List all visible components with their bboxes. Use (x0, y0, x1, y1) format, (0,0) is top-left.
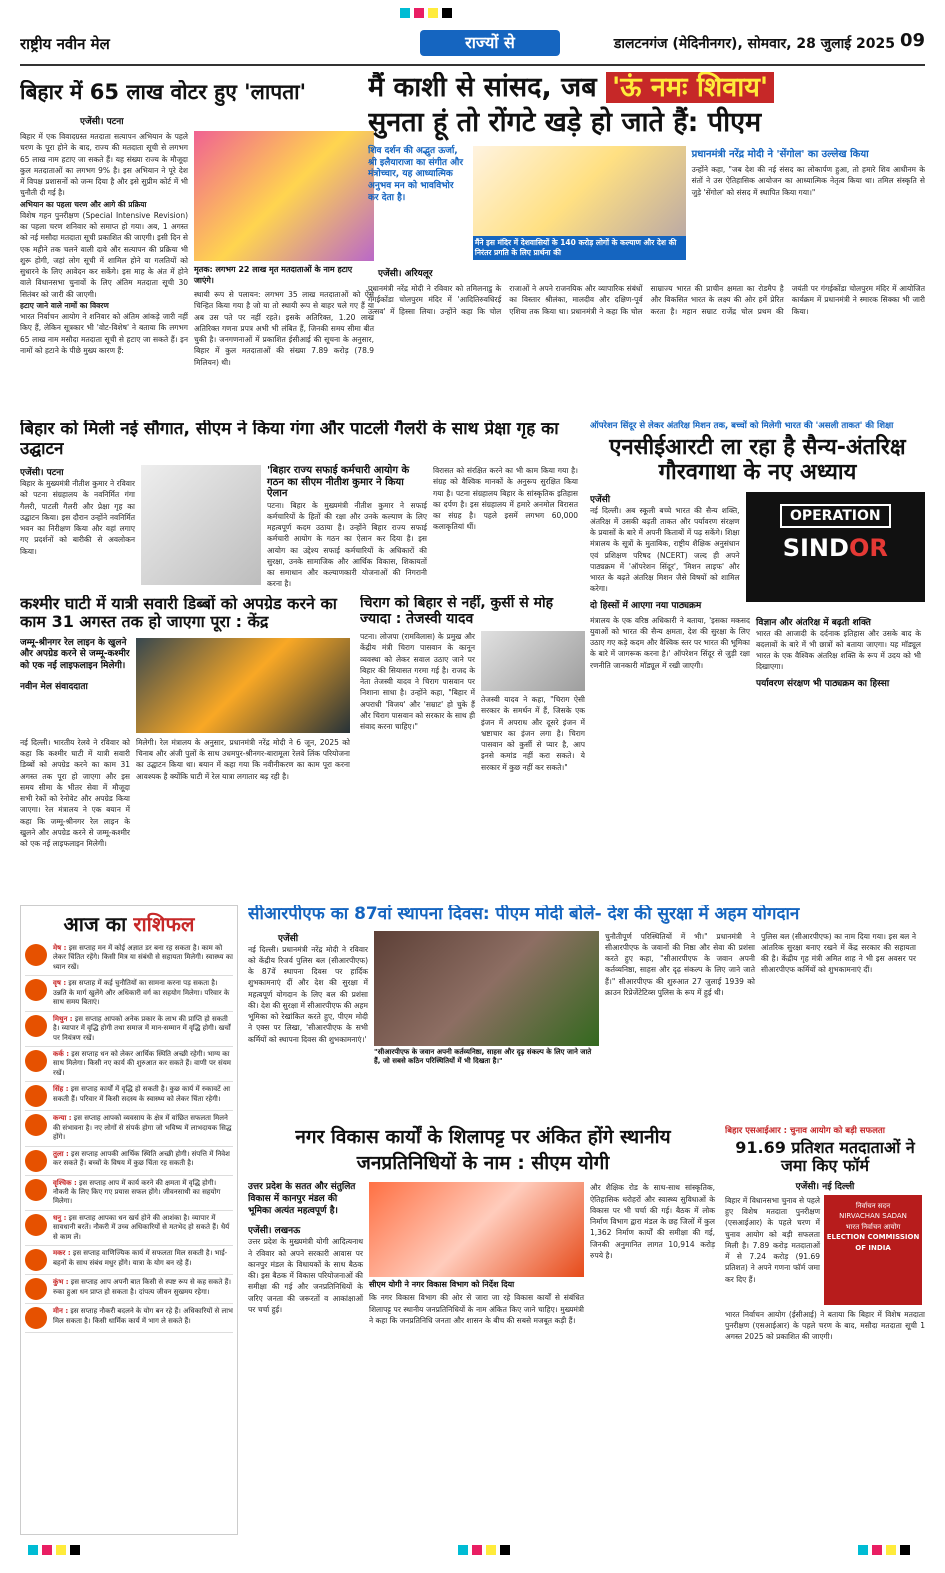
registration-marks-bottom (28, 1545, 928, 1559)
train-photo (136, 638, 350, 733)
story-body: बिहार में एक विवादग्रस्त मतदाता सत्यापन अभियान के पहले चरण के पूरा होने के बाद, राज्य की मतदाता सूची से लगभग 65 लाख नाम हटाए जा सकते हैं। यह संख्या राज्य के मौजूदा कुल मतदाताओं का लगभग 9% है। इस अभियान ने पूरे देश में विपक्ष प्रशासनों को जन्म दिया है और इसे सुप्रीम कोर्ट में भी चुनौती दी गई है। अभियान का पहला चरण और आगे की प्रक्रिया विशेष गहन पुनरीक्षण (Special Intensive Revision) का पहला चरण शनिवार को समाप्त हो गया। अब, 1 अगस्त को नई मसौदा मतदाता सूची प्रकाशित की जाएगी। इसी दिन से एक महीने तक चलने वाली दावे और सत्यापन की प्रक्रिया भी शुरू होगी, जहां लोग सूची में शामिल होने या गलतियों को सुधारने के लिए आवेदन कर सकेंगे। इस माह के अंत में होने वाले विधानसभा चुनावों के लिए अंतिम मतदाता सूची 30 सितंबर को जारी की जाएगी। हटाए जाने वाले नामों का विवरण भारत निर्वाचन आयोग ने शनिवार को अंतिम आंकड़े जारी नहीं किए हैं, लेकिन सूत्रकार भी 'वोट-विशेष' ने बताया कि लगभग 65 लाख नाम मसौदा मतदाता सूची से हटाए जा सकते हैं। इन नामों को हटाने के पीछे मुख्य कारण हैं: (20, 132, 188, 355)
byline: नवीन मेल संवाददाता (20, 681, 88, 692)
rashi-item: सिंह : इस सप्ताह कार्यों में वृद्धि हो सकती है। कुछ कार्य में रुकावटें आ सकती हैं। परिवार में किसी सदस्य के स्वास्थ्य को लेकर चिंता रहेगी। (25, 1082, 233, 1111)
pm-modi-photo (473, 146, 686, 236)
headline-line2: सुनता हूं तो रोंगटे खड़े हो जाते हैं: पीएम (368, 107, 762, 139)
zodiac-icon (25, 1179, 47, 1201)
story-body: प्रधानमंत्री नरेंद्र मोदी ने रविवार को तमिलनाडु के गंगईकोंडा चोलपुरम मंदिर में 'आदितिरुवधिरई उत्सव' में हिस्सा लिया। उन्होंने कहा कि चोल राजाओं ने अपने राजनयिक और व्यापारिक संबंधों का विस्तार श्रीलंका, मालदीव और दक्षिण-पूर्व एशिया तक किया था। प्रधानमंत्री ने कहा कि चोल साम्राज्य भारत की प्राचीन क्षमता का रोडमैप है और विकसित भारत के लक्ष्य की ओर हमें प्रेरित करता है। महान सम्राट राजेंद्र चोल प्रथम की जयंती पर गंगईकोंडा चोलपुरम मंदिर में आयोजित कार्यक्रम में प्रधानमंत्री ने स्मारक सिक्का भी जारी किया। (368, 284, 925, 316)
byline: एजेंसी। अरियलूर (378, 269, 433, 280)
story-yogi: नगर विकास कार्यों के शिलापट्ट पर अंकित होंगे स्थानीय जनप्रतिनिधियों के नाम : सीएम योगी उत्तर प्रदेश के सतत और संतुलित विकास में कानपुर मंडल की भूमिका अत्यंत महत्वपूर्ण है। एजेंसी। लखनऊ उत्तर प्रदेश के मुख्यमंत्री योगी आदित्यनाथ ने रविवार को अपने सरकारी आवास पर कानपुर मंडल के विधायकों के साथ बैठक की। इस बैठक में विकास परियोजनाओं की समीक्षा की गई और जनप्रतिनिधियों के जरिए जनता की जरूरतों व आकांक्षाओं पर चर्चा हुई। सीएम योगी ने नगर विकास विभाग को निर्देश दिया कि नगर विकास विभाग की ओर से जारा जा रहे विकास कार्यों से संबंधित शिलापट्ट पर स्थानीय जनप्रतिनिधियों के नाम अंकित किए जाने चाहिए। मुख्यमंत्री ने कहा कि जनप्रतिनिधि जनता और शासन के बीच की सबसे मजबूत कड़ी हैं। और शैक्षिक रोड के साथ-साथ सांस्कृतिक, ऐतिहासिक धरोहरों और स्वास्थ्य सुविधाओं के विकास पर भी चर्चा की गई। बैठक में लोक निर्माण विभाग द्वारा मंडल के छह जिलों में कुल 1,362 निर्माण कार्यों की समीक्षा की गई, जिनकी अनुमानित लागत 10,914 करोड़ रुपये है। (248, 1125, 718, 1535)
election-commission-sign: निर्वाचन सदन NIRVACHAN SADAN भारत निर्वाचन आयोग ELECTION COMMISSION OF INDIA (824, 1195, 922, 1305)
rashifal-list (25, 941, 233, 1333)
registration-marks-top (400, 8, 550, 20)
story-body: बिहार के मुख्यमंत्री नीतीश कुमार ने रविवार को पटना संग्रहालय के नवनिर्मित गंगा गैलरी, पाटली गैलरी और प्रेक्षा गृह का उद्घाटन किया। इस दौरान उन्होंने नवनिर्मित भवन का निरीक्षण किया और वहां लगाए गए प्रदर्शनों को बारीकी से अवलोकन किया। (20, 479, 135, 556)
rashi-item: धनु : इस सप्ताह आपका धन खर्च होने की आशंका है। व्यापार में सावधानी बरतें। नौकरी में उच्च अधिकारियों से मतभेद हो सकते हैं। धैर्य से काम लें। (25, 1211, 233, 1246)
zodiac-icon (25, 1150, 47, 1172)
page-number: 09 (899, 30, 925, 51)
rashifal-box (20, 905, 238, 1535)
pull-quote: उत्तर प्रदेश के सतत और संतुलित विकास में कानपुर मंडल की भूमिका अत्यंत महत्वपूर्ण है। (248, 1182, 356, 1216)
pull-quote: जम्मू-श्रीनगर रेल लाइन के खुलने और अपग्रेड करने से जम्मू-कश्मीर को एक नई लाइफलाइन मिलेगी। (20, 637, 130, 672)
sidebar-body: उन्होंने कहा, "जब देश की नई संसद का लोकार्पण हुआ, तो हमारे शिव आधीनम के संतों ने उस ऐतिहासिक आयोजन का आध्यात्मिक नेतृत्व किया था। तमिल संस्कृति से जुड़े 'सेंगोल' को संसद में स्थापित किया गया।" (691, 165, 925, 197)
zodiac-icon (25, 1050, 47, 1072)
rashi-item: तुला : इस सप्ताह आपकी आर्थिक स्थिति अच्छी होगी। संपत्ति में निवेश कर सकते हैं। बच्चों के विषय में कुछ चिंता रह सकती है। (25, 1147, 233, 1176)
rashi-item: कन्या : इस सप्ताह आपको व्यवसाय के क्षेत्र में वांछित सफलता मिलने की संभावना है। नए लोगों से संपर्क होगा जो भविष्य में लाभदायक सिद्ध होंगे। (25, 1111, 233, 1146)
story-chirag-tejashwi: चिराग को बिहार से नहीं, कुर्सी से मोह ज्यादा : तेजस्वी यादव पटना। लोजपा (रामविलास) के प्रमुख और केंद्रीय मंत्री चिराग पासवान के कानून व्यवस्था को लेकर सवाल उठाए जाने पर बिहार की सियासत गरमा गई है। राजद के नेता तेजस्वी यादव ने चिराग पासवान पर निशाना साधा है। उन्होंने कहा, "बिहार में अपराधी 'विजय' और 'सम्राट' हो चुके हैं और चिराग पासवान को सरकार के साथ ही संवाद करना चाहिए।" तेजस्वी यादव ने कहा, "चिराग ऐसी सरकार के समर्थन में हैं, जिसके एक इंजन में अपराध और दूसरे इंजन में भ्रष्टाचार का इंजन लगा है। चिराग पासवान को कुर्सी से प्यार है, आप इनसे कमांड नहीं करा सकते। ये सरकार में कुछ नहीं कर सकते।" (360, 595, 585, 772)
story-bihar-sir: बिहार एसआईआर : चुनाव आयोग को बड़ी सफलता 91.69 प्रतिशत मतदाताओं ने जमा किए फॉर्म एजेंसी। नई दिल्ली बिहार में विधानसभा चुनाव से पहले हुए विशेष मतदाता पुनरीक्षण (एसआईआर) के पहले चरण में चुनाव आयोग को बड़ी सफलता मिली है। 7.89 करोड़ मतदाताओं में से 7.24 करोड़ (91.69 प्रतिशत) ने अपने गणना फॉर्म जमा कर दिए हैं। निर्वाचन सदन NIRVACHAN SADAN भारत निर्वाचन आयोग ELECTION COMMISSION OF INDIA भारत निर्वाचन आयोग (ईसीआई) ने बताया कि बिहार में विशेष मतदाता पुनरीक्षण (एसआईआर) के पहले चरण के बाद, मसौदा मतदाता सूची 1 अगस्त 2025 को प्रकाशित की जाएगी। (725, 1126, 925, 1342)
kicker: बिहार एसआईआर : चुनाव आयोग को बड़ी सफलता (725, 1126, 885, 1136)
rashi-item: मिथुन : इस सप्ताह आपको अनेक प्रकार के लाभ की प्राप्ति हो सकती है। व्यापार में वृद्धि होगी तथा समाज में मान-सम्मान में वृद्धि होगी। खर्चों पर नियंत्रण रखें। (25, 1012, 233, 1047)
story-crpf: सीआरपीएफ का 87वां स्थापना दिवस: पीएम मोदी बोले- देश की सुरक्षा में अहम योगदान एजेंसी नई दिल्ली। प्रधानमंत्री नरेंद्र मोदी ने रविवार को केंद्रीय रिजर्व पुलिस बल (सीआरपीएफ) के 87वें स्थापना दिवस पर हार्दिक शुभकामनाएं दीं और देश की सुरक्षा में महत्वपूर्ण योगदान के लिए बल की प्रशंसा की। देश की सुरक्षा में सीआरपीएफ की अहम भूमिका को रेखांकित करते हुए, पीएम मोदी ने एक्स पर लिखा, 'सीआरपीएफ के सभी कर्मियों को स्थापना दिवस की शुभकामनाएं।' "सीआरपीएफ के जवान अपनी कर्तव्यनिष्ठा, साहस और दृढ़ संकल्प के लिए जाने जाते हैं, जो सबसे कठिन परिस्थितियों में भी दिखता है।" चुनौतीपूर्ण परिस्थितियों में भी।" प्रधानमंत्री ने सीआरपीएफ के जवानों की निष्ठा और सेवा की प्रशंसा करते हुए कहा, "सीआरपीएफ के जवान अपनी कर्तव्यनिष्ठा, साहस और दृढ़ संकल्प के लिए जाने जाते हैं।" सीआरपीएफ की शुरुआत 27 जुलाई 1939 को क्राउन रिप्रेजेंटेटिव्स पुलिस के रूप में हुई थी। पुलिस बल (सीआरपीएफ) का नाम दिया गया। इस बल ने आंतरिक सुरक्षा बनाए रखने में केंद्र सरकार की सहायता की है। केंद्रीय गृह मंत्री अमित शाह ने भी इस अवसर पर सीआरपीएफ कर्मियों को शुभकामनाएं दीं। (248, 905, 925, 1120)
crpf-soldiers-photo (374, 931, 599, 1046)
story-kashmir-rail: कश्मीर घाटी में यात्री सवारी डिब्बों को अपग्रेड करने का काम 31 अगस्त तक हो जाएगा पूरा : केंद्र जम्मू-श्रीनगर रेल लाइन के खुलने और अपग्रेड करने से जम्मू-कश्मीर को एक नई लाइफलाइन मिलेगी। नवीन मेल संवाददाता नई दिल्ली। भारतीय रेलवे ने रविवार को कहा कि कश्मीर घाटी में यात्री सवारी डिब्बों को अपग्रेड करने का काम 31 अगस्त तक पूरा हो जाएगा और इस समय सीमा के भीतर सेवा में मौजूदा सभी रेकों को रेनोवेट और अपग्रेड किया जाएगा। रेल मंत्रालय ने एक बयान में कहा कि जम्मू-श्रीनगर रेल लाइन के खुलने और अपग्रेड करने से जम्मू-कश्मीर को एक नई लाइफलाइन मिलेगी। मिलेगी। रेल मंत्रालय के अनुसार, प्रधानमंत्री नरेंद्र मोदी ने 6 जून, 2025 को चिनाब और अंजी पुलों के साथ उधमपुर-श्रीनगर-बारामूला रेलवे लिंक परियोजना का उद्घाटन किया था। बयान में कहा गया कि नवीनीकरण का काम पूरा करना आवश्यक है क्योंकि घाटी में रेल यात्रा लगातार बढ़ रही है। (20, 595, 350, 849)
headline: एनसीईआरटी ला रहा है सैन्य-अंतरिक्ष गौरवगाथा के नए अध्याय (590, 435, 925, 486)
headline: मैं काशी से सांसद, जब 'ऊं नमः शिवाय' (368, 72, 925, 103)
headline-highlight: 'ऊं नमः शिवाय' (606, 72, 774, 103)
rashi-item: कुंभ : इस सप्ताह आप अपनी बात किसी से स्पष्ट रूप से कह सकते हैं। रुका हुआ धन प्राप्त हो सकता है। दांपत्य जीवन सुखमय रहेगा। (25, 1275, 233, 1304)
headline: बिहार को मिली नई सौगात, सीएम ने किया गंगा और पाटली गैलरी के साथ प्रेक्षा गृह का उद्घाटन (20, 420, 559, 459)
zodiac-icon (25, 1249, 47, 1271)
story-bihar-gallery: बिहार को मिली नई सौगात, सीएम ने किया गंगा और पाटली गैलरी के साथ प्रेक्षा गृह का उद्घाटन एजेंसी। पटना बिहार के मुख्यमंत्री नीतीश कुमार ने रविवार को पटना संग्रहालय के नवनिर्मित गंगा गैलरी, पाटली गैलरी और प्रेक्षा गृह का उद्घाटन किया। इस दौरान उन्होंने नवनिर्मित भवन का निरीक्षण किया और वहां लगाए गए प्रदर्शनों को बारीकी से अवलोकन किया। 'बिहार राज्य सफाई कर्मचारी आयोग के गठन का सीएम नीतीश कुमार ने किया ऐलान पटना। बिहार के मुख्यमंत्री नीतीश कुमार ने सफाई कर्मचारियों के हितों की रक्षा और उनके कल्याण के लिए महत्वपूर्ण कदम उठाया है। उन्होंने बिहार राज्य सफाई कर्मचारी आयोग के गठन का ऐलान कर दिया है। इस आयोग का उद्देश्य सफाई कर्मचारियों के अधिकारों की सुरक्षा, उनके सामाजिक और आर्थिक विकास, शिकायतों का समाधान और कल्याणकारी योजनाओं की निगरानी करना है। विरासत को संरक्षित करने का भी काम किया गया है। संग्रह को वैश्विक मानकों के अनुरूप सुरक्षित किया गया है। पटना संग्रहालय बिहार के सांस्कृतिक इतिहास का दर्पण है। इस संग्रहालय में हमारे अनमोल विरासत का संग्रह है। पहले इसमें लगभग 60,000 कलाकृतियां थीं। (20, 420, 582, 590)
rashi-item: मकर : इस सप्ताह वाणिज्यिक कार्य में सफलता मिल सकती है। भाई-बहनों के साथ संबंध मधुर होंगे। यात्रा के योग बन रहे हैं। (25, 1246, 233, 1275)
photo-caption: मृतक: लगभग 22 लाख मृत मतदाताओं के नाम हटाए जाएंगे। (194, 265, 353, 285)
zodiac-icon (25, 1307, 47, 1329)
rashi-item: कर्क : इस सप्ताह धन को लेकर आर्थिक स्थिति अच्छी रहेगी। भाग्य का साथ मिलेगा। किसी नए कार्य की शुरुआत कर सकते हैं। वाणी पर संयम रखें। (25, 1047, 233, 1082)
kicker: ऑपरेशन सिंदूर से लेकर अंतरिक्ष मिशन तक, बच्चों को मिलेगी भारत की 'असली ताकत' की शिक्षा (590, 421, 894, 431)
section-tag: राज्यों से (420, 30, 560, 56)
sidebar-title: प्रधानमंत्री नरेंद्र मोदी ने 'सेंगोल' का उल्लेख किया (691, 149, 869, 161)
zodiac-icon (25, 1214, 47, 1236)
zodiac-icon (25, 979, 47, 1001)
photo-caption: सीएम योगी ने नगर विकास विभाग को निर्देश दिया (369, 1280, 515, 1290)
rashi-item: मीन : इस सप्ताह नौकरी बदलने के योग बन रहे हैं। अधिकारियों से लाभ मिल सकता है। किसी धार्मिक कार्य में भाग ले सकते हैं। (25, 1304, 233, 1333)
story-bihar-voters: बिहार में 65 लाख वोटर हुए 'लापता' एजेंसी। पटना बिहार में एक विवादग्रस्त मतदाता सत्यापन अभियान के पहले चरण के पूरा होने के बाद, राज्य की मतदाता सूची से लगभग 65 लाख नाम हटाए जा सकते हैं। यह संख्या राज्य के मौजूदा कुल मतदाताओं का लगभग 9% है। इस अभियान ने पूरे देश में विपक्ष प्रशासनों को जन्म दिया है और इसे सुप्रीम कोर्ट में भी चुनौती दी गई है। अभियान का पहला चरण और आगे की प्रक्रिया विशेष गहन पुनरीक्षण (Special Intensive Revision) का पहला चरण शनिवार को समाप्त हो गया। अब, 1 अगस्त को नई मसौदा मतदाता सूची प्रकाशित की जाएगी। इसी दिन से एक महीने तक चलने वाली दावे और सत्यापन की प्रक्रिया भी शुरू होगी, जहां लोग सूची में शामिल होने या गलतियों को सुधारने के लिए आवेदन कर सकेंगे। इस माह के अंत में होने वाले विधानसभा चुनावों के लिए अंतिम मतदाता सूची 30 सितंबर को जारी की जाएगी। हटाए जाने वाले नामों का विवरण भारत निर्वाचन आयोग ने शनिवार को अंतिम आंकड़े जारी नहीं किए हैं, लेकिन सूत्रकार भी 'वोट-विशेष' ने बताया कि लगभग 65 लाख नाम मसौदा मतदाता सूची से हटाए जा सकते हैं। इन नामों को हटाने के पीछे मुख्य कारण हैं: मृतक: लगभग 22 लाख मृत मतदाताओं के नाम हटाए जाएंगे। स्थायी रूप से पलायन: लगभग 35 लाख मतदाताओं को ऐसे चिन्हित किया गया है जो या तो स्थायी रूप से बाहर चले गए हैं या अब उस पते पर नहीं रहते। इसके अतिरिक्त, 1.20 लाख अतिरिक्त गणना प्रपत्र अभी भी लंबित हैं, जिनकी समय सीमा बीत चुकी है। जनगणनाओं में प्रकाशित ईसीआई की सूचना के अनुसार, बिहार में कुल मतदाताओं की संख्या 7.89 करोड़ (78.9 मिलियन) थी। (20, 80, 374, 367)
byline: एजेंसी। पटना (20, 468, 64, 479)
pull-quote: शिव दर्शन की अद्भुत ऊर्जा, श्री इलैयाराजा का संगीत और मंत्रोच्चार, यह आध्यात्मिक अनुभव मन को भावविभोर कर देता है। (368, 146, 464, 203)
rashi-item: वृष : इस सप्ताह में कई चुनौतियों का सामना करना पड़ सकता है। उन्नति के मार्ग खुलेंगे और अधिकारी वर्ग का सहयोग मिलेगा। परिवार के साथ समय बिताएं। (25, 976, 233, 1011)
women-voters-photo (194, 131, 374, 261)
zodiac-icon (25, 1015, 47, 1037)
masthead: राष्ट्रीय नवीन मेल (20, 35, 110, 53)
rashi-item: मेष : इस सप्ताह मन में कोई अज्ञात डर बना रह सकता है। काम को लेकर चिंतित रहेंगे। किसी मित्र या संबंधी से सहायता मिलेगी। स्वास्थ्य का ध्यान रखें। (25, 941, 233, 976)
operation-sindoor-image: OPERATION SINDOR (746, 492, 925, 602)
headline: बिहार में 65 लाख वोटर हुए 'लापता' (20, 80, 307, 104)
byline: एजेंसी (278, 933, 299, 944)
dateline: डालटनगंज (मेदिनीनगर), सोमवार, 28 जुलाई 2025 (613, 36, 895, 52)
zodiac-icon (25, 1085, 47, 1107)
byline: एजेंसी (590, 494, 611, 505)
photo-caption: "सीआरपीएफ के जवान अपनी कर्तव्यनिष्ठा, साहस और दृढ़ संकल्प के लिए जाने जाते हैं, जो सबसे कठिन परिस्थितियों में भी दिखता है।" (374, 1047, 592, 1065)
photo-caption: मैंने इस मंदिर में देशवासियों के 140 करोड़ लोगों के कल्याण और देश की निरंतर प्रगति के लिए प्रार्थना की (473, 236, 686, 260)
story-pm-kashi (368, 72, 925, 417)
byline: एजेंसी। नई दिल्ली (795, 1181, 855, 1192)
rashi-item: वृश्चिक : इस सप्ताह आप में कार्य करने की क्षमता में वृद्धि होगी। नौकरी के लिए किए गए प्रयास सफल होंगे। जीवनसाथी का सहयोग मिलेगा। (25, 1176, 233, 1211)
headline: 91.69 प्रतिशत मतदाताओं ने जमा किए फॉर्म (735, 1138, 915, 1176)
headline: कश्मीर घाटी में यात्री सवारी डिब्बों को अपग्रेड करने का काम 31 अगस्त तक हो जाएगा पूरा : केंद्र (20, 595, 337, 632)
tejashwi-photo (481, 631, 585, 691)
nitish-kumar-photo (141, 465, 261, 585)
byline: एजेंसी। पटना (80, 117, 124, 127)
sub-headline: 'बिहार राज्य सफाई कर्मचारी आयोग के गठन का सीएम नीतीश कुमार ने किया ऐलान (267, 465, 410, 500)
story-ncert: ऑपरेशन सिंदूर से लेकर अंतरिक्ष मिशन तक, बच्चों को मिलेगी भारत की 'असली ताकत' की शिक्षा एनसीईआरटी ला रहा है सैन्य-अंतरिक्ष गौरवगाथा के नए अध्याय एजेंसी नई दिल्ली। अब स्कूली बच्चे भारत की सैन्य शक्ति, अंतरिक्ष में उसकी बढ़ती ताकत और पर्यावरण संरक्षण के प्रयासों के बारे में अपनी किताबों में पढ़ सकेंगे। शिक्षा मंत्रालय के सूत्रों के मुताबिक, राष्ट्रीय शैक्षिक अनुसंधान एवं प्रशिक्षण परिषद (NCERT) जल्द ही अपने पाठ्यक्रम में 'ऑपरेशन सिंदूर', 'मिशन लाइफ' और भारत के बढ़ते अंतरिक्ष मिशन जैसे विषयों को शामिल करेगा। दो हिस्सों में आएगा नया पाठ्यक्रम OPERATION SINDOR मंत्रालय के एक वरिष्ठ अधिकारी ने बताया, 'इसका मकसद युवाओं को भारत की सैन्य क्षमता, देश की सुरक्षा के लिए उठाए गए कड़े कदम और वैश्विक स्तर पर भारत की भूमिका के बारे में जागरूक करना है।' ऑपरेशन सिंदूर से जुड़ी रक्षा रणनीति जानकारी मॉड्यूल में रखी जाएगी। विज्ञान और अंतरिक्ष में बढ़ती शक्ति भारत की आजादी के दर्दनाक इतिहास और उसके बाद के बदलावों के बारे में भी छात्रों को बताया जाएगा। यह मॉड्यूल भारत के एक वैश्विक अंतरिक्ष शक्ति के रूप में उदय को भी दिखाएगा। पर्यावरण संरक्षण भी पाठ्यक्रम का हिस्सा (590, 420, 925, 890)
headline: सीआरपीएफ का 87वां स्थापना दिवस: पीएम मोदी बोले- देश की सुरक्षा में अहम योगदान (248, 905, 800, 924)
yogi-photo (369, 1182, 584, 1277)
zodiac-icon (25, 1278, 47, 1300)
zodiac-icon (25, 1114, 47, 1136)
byline: एजेंसी। लखनऊ (248, 1226, 301, 1237)
headline: चिराग को बिहार से नहीं, कुर्सी से मोह ज्यादा : तेजस्वी यादव (360, 595, 554, 628)
rashifal-title: आज का राशिफल (63, 912, 195, 936)
zodiac-icon (25, 944, 47, 966)
page-header (20, 30, 925, 66)
headline: नगर विकास कार्यों के शिलापट्ट पर अंकित होंगे स्थानीय जनप्रतिनिधियों के नाम : सीएम योगी (295, 1126, 671, 1174)
